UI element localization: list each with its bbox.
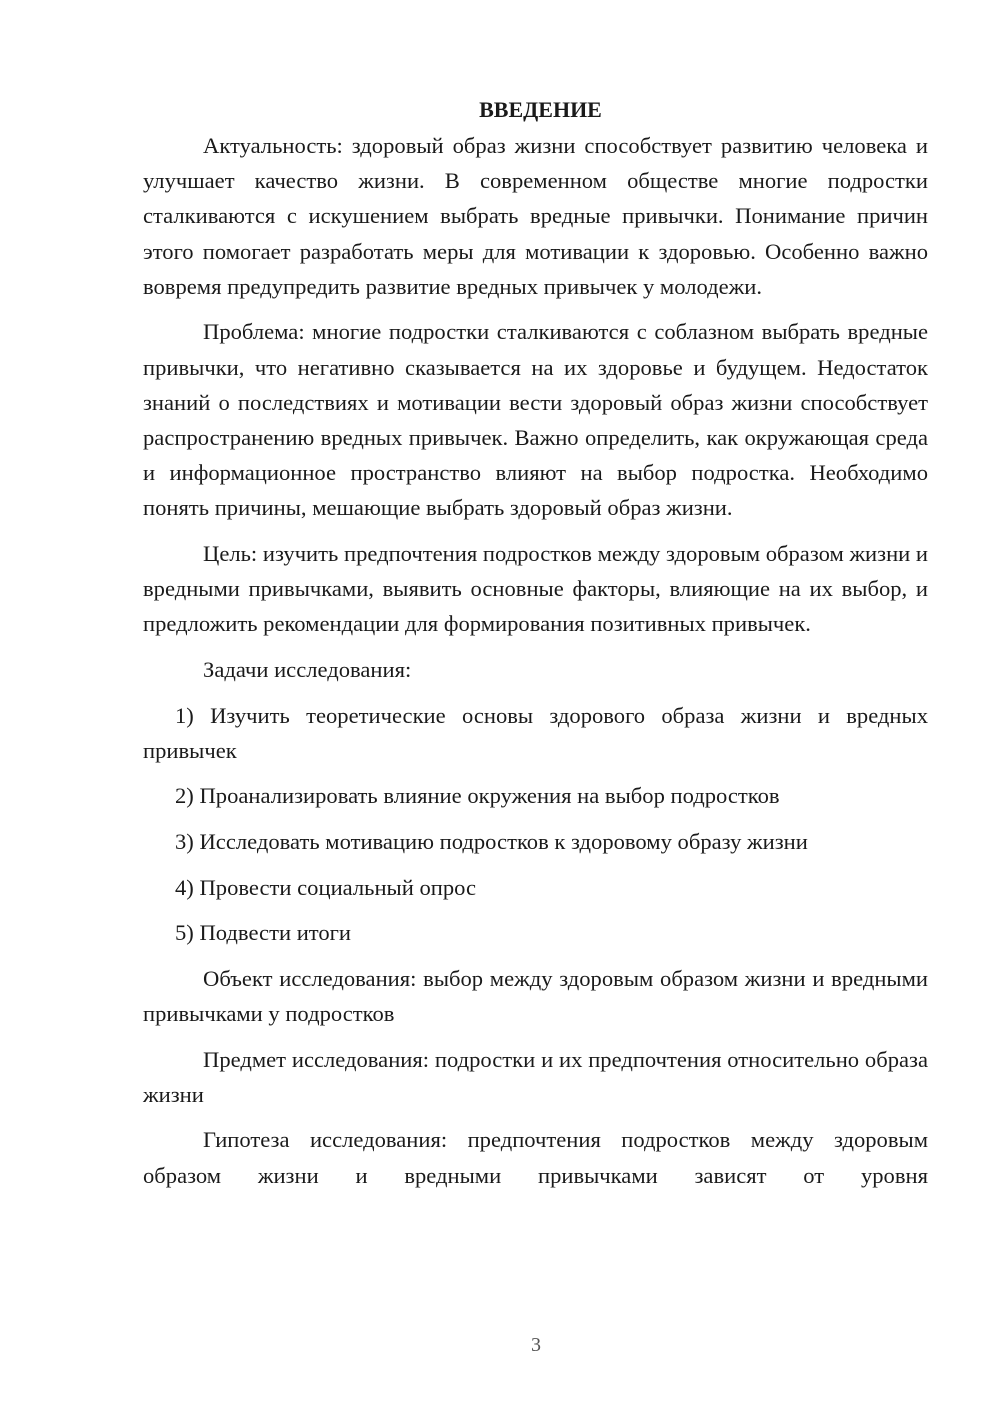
object-paragraph: Объект исследования: выбор между здоровым образом жизни и вредными привычками у подростков [143, 965, 928, 1026]
goal-paragraph: Цель: изучить предпочтения подростков между здоровым образом жизни и вредными привычками, выявить основные факторы, влияющие на их выбор, и предложить рекомендации для формирования позитивных привычек. [143, 541, 928, 637]
document-page [143, 92, 928, 1193]
problem-paragraph: Проблема: многие подростки сталкиваются с соблазном выбрать вредные привычки, что негативно сказывается на их здоровье и будущем. Недостаток знаний о последствиях и мотивации вести здоровый образ жизни способствует распространению вредных привычек. Важно определить, как окружающая среда и информационное пространство влияют на выбор подростка. Необходимо понять причины, мешающие выбрать здоровый образ жизни. [143, 319, 928, 521]
section-title: ВВЕДЕНИЕ [479, 97, 602, 122]
task-item-3: 3) Исследовать мотивацию подростков к здоровому образу жизни [175, 829, 808, 854]
page-number: 3 [531, 1334, 541, 1356]
hypothesis-paragraph: Гипотеза исследования: предпочтения подростков между здоровым образом жизни и вредными привычками зависят от уровня [143, 1127, 928, 1188]
task-item-5: 5) Подвести итоги [175, 920, 352, 946]
subject-paragraph: Предмет исследования: подростки и их предпочтения относительно образа жизни [143, 1046, 928, 1107]
tasks-heading: Задачи исследования: [203, 657, 412, 683]
task-item-2: 2) Проанализировать влияние окружения на выбор подростков [175, 783, 780, 809]
task-item-4: 4) Провести социальный опрос [175, 874, 477, 900]
relevance-paragraph: Актуальность: здоровый образ жизни способствует развитию человека и улучшает качество жизни. В современном обществе многие подростки сталкиваются с искушением выбрать вредные привычки. Понимание причин этого помогает разработать меры для мотивации к здоровью. Особенно важно вовремя предупредить развитие вредных привычек у молодежи. [143, 133, 928, 299]
task-item-1: 1) Изучить теоретические основы здорового образа жизни и вредных привычек [143, 702, 928, 763]
